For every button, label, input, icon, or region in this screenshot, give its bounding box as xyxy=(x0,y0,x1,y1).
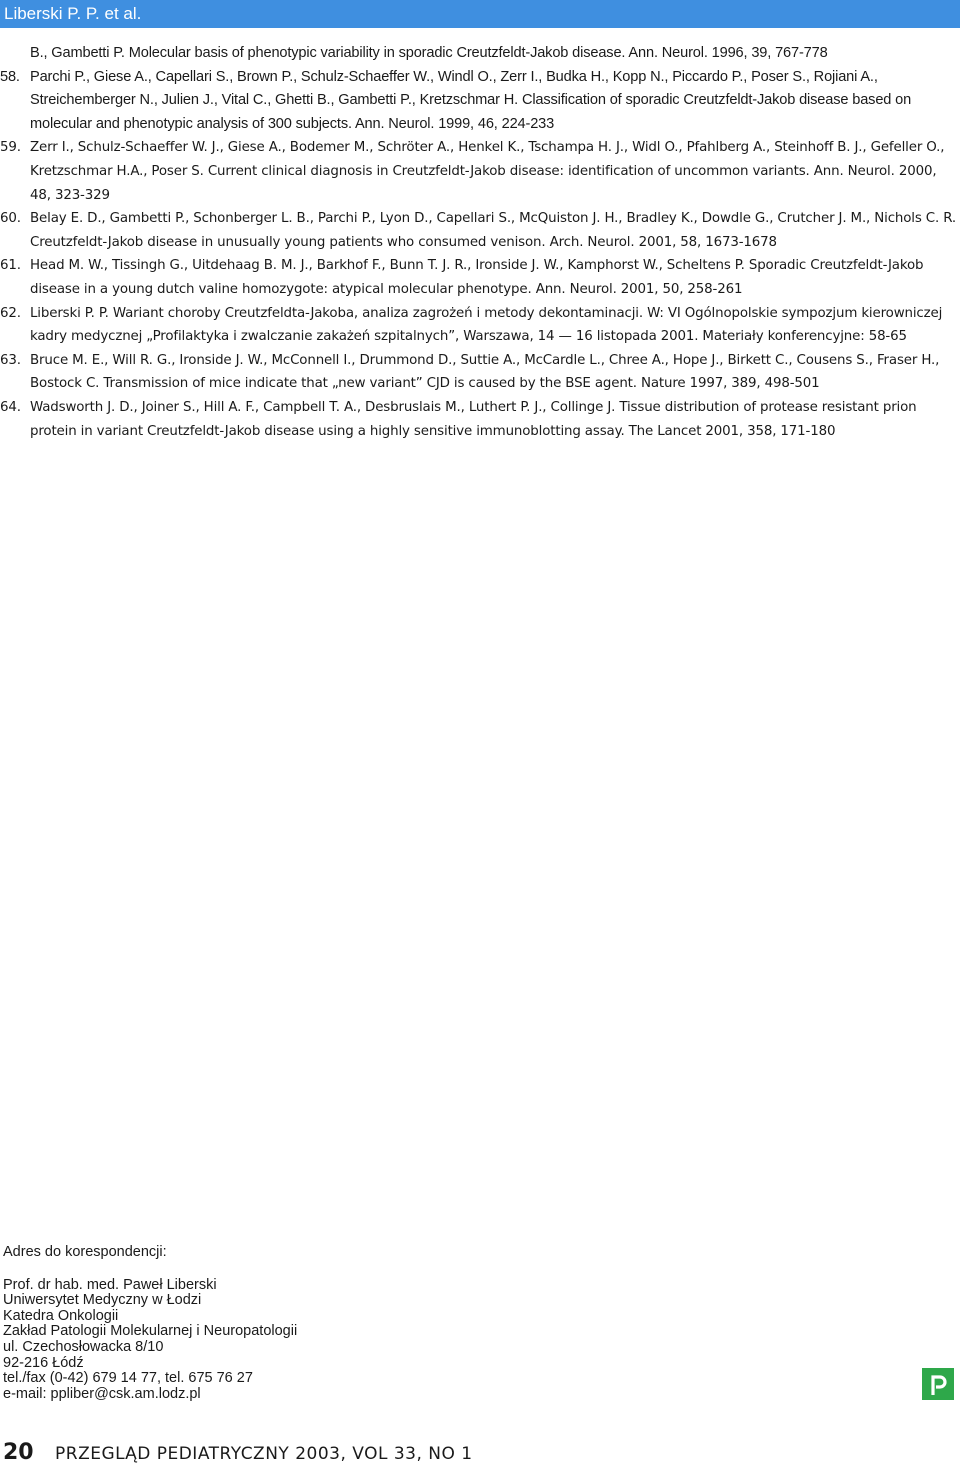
running-header xyxy=(0,0,960,28)
reference-text: Belay E. D., Gambetti P., Schonberger L. B., Parchi P., Lyon D., Capellari S., McQuiston J. H., Bradley K., Dowdle G., Crutcher J. M., Nichols C. R. Creutzfeldt-Jakob disease in unusually young patients who consumed venison. Arch. Neurol. 2001, 58, 1673-1678 xyxy=(30,211,956,250)
reference-number: 62. xyxy=(0,305,21,321)
reference-item xyxy=(0,254,958,301)
correspondence-city: 92-216 Łódź xyxy=(3,1354,84,1371)
reference-text: Liberski P. P. Wariant choroby Creutzfeldta-Jakoba, analiza zagrożeń i metody dekontaminacji. W: VI Ogólnopolskie sympozjum kierowniczej kadry medycznej „Profilaktyka i zwalczanie zakażeń szpitalnych”, Warszawa, 14 — 16 listopada 2001. Materiały konferencyjne: 58-65 xyxy=(30,305,943,345)
reference-item xyxy=(30,42,958,66)
reference-text: Parchi P., Giese A., Capellari S., Brown P., Schulz-Schaeffer W., Windl O., Zerr I., Budka H., Kopp N., Piccardo P., Poser S., Rojiani A., Streichemberger N., Julien J., Vital C., Ghetti B., Gambetti P., Kretzschmar H. Classification of sporadic Creutzfeldt-Jakob disease based on molecular and phenotypic analysis of 300 subjects. Ann. Neurol. 1999, 46, 224-233 xyxy=(30,68,912,132)
correspondence-unit: Zakład Patologii Molekularnej i Neuropatologii xyxy=(3,1323,298,1340)
reference-item xyxy=(0,396,958,443)
reference-text: Zerr I., Schulz-Schaeffer W. J., Giese A., Bodemer M., Schröter A., Henkel K., Tschampa H. J., Widl O., Pfahlberg A., Steinhoff B. J., Gefeller O., Kretzschmar H.A., Poser S. Current clinical diagnosis in Creutzfeldt-Jakob disease: identification of uncommon variants. Ann. Neurol. 2000, 48, 323-329 xyxy=(30,140,945,203)
reference-number: 61. xyxy=(0,258,21,274)
reference-text: Wadsworth J. D., Joiner S., Hill A. F., Campbell T. A., Desbruslais M., Luthert P. J., Collinge J. Tissue distribution of protease resistant prion protein in variant Creutzfeldt-Jakob disease using a highly sensitive immunoblotting assay. The Lancet 2001, 358, 171-180 xyxy=(30,399,917,439)
journal-p-logo-icon xyxy=(922,1368,954,1400)
correspondence-university: Uniwersytet Medyczny w Łodzi xyxy=(3,1292,202,1309)
correspondence-street: ul. Czechosłowacka 8/10 xyxy=(3,1338,164,1355)
reference-list xyxy=(0,42,958,443)
reference-number: 64. xyxy=(0,399,21,415)
journal-name: PRZEGLĄD PEDIATRYCZNY 2003, VOL 33, NO 1 xyxy=(55,1444,473,1464)
reference-text: B., Gambetti P. Molecular basis of phenotypic variability in sporadic Creutzfeldt-Jakob disease. Ann. Neurol. 1996, 39, 767-778 xyxy=(30,45,828,61)
correspondence-department: Katedra Onkologii xyxy=(3,1307,119,1324)
page-footer xyxy=(3,1440,903,1470)
reference-item xyxy=(0,136,958,207)
correspondence-title: Adres do korespondencji: xyxy=(3,1244,167,1260)
reference-item xyxy=(0,66,958,137)
reference-item xyxy=(0,349,958,396)
reference-number: 58. xyxy=(0,68,20,85)
page-number: 20 xyxy=(3,1440,34,1465)
correspondence-email[interactable]: e-mail: ppliber@csk.am.lodz.pl xyxy=(3,1385,201,1402)
correspondence-address xyxy=(3,1245,423,1402)
reference-text: Head M. W., Tissingh G., Uitdehaag B. M. J., Barkhof F., Bunn T. J. R., Ironside J. W., Kamphorst W., Scheltens P. Sporadic Creutzfeldt-Jakob disease in a young dutch valine homozygote: atypical molecular phenotype. Ann. Neurol. 2001, 50, 258-261 xyxy=(30,258,924,297)
running-title: Liberski P. P. et al. xyxy=(4,4,142,23)
reference-number: 63. xyxy=(0,352,21,368)
reference-number: 60. xyxy=(0,211,21,227)
correspondence-name: Prof. dr hab. med. Paweł Liberski xyxy=(3,1276,217,1293)
reference-text: Bruce M. E., Will R. G., Ironside J. W., McConnell I., Drummond D., Suttie A., McCardle L., Chree A., Hope J., Birkett C., Cousens S., Fraser H., Bostock C. Transmission of mice indicate that „new variant” CJD is caused by the BSE agent. Nature 1997, 389, 498-501 xyxy=(30,352,940,392)
journal-p-logo-glyph xyxy=(922,1368,954,1400)
reference-item xyxy=(0,207,958,254)
correspondence-phone: tel./fax (0-42) 679 14 77, tel. 675 76 27 xyxy=(3,1370,253,1387)
reference-number: 59. xyxy=(0,140,21,156)
reference-item xyxy=(0,302,958,349)
